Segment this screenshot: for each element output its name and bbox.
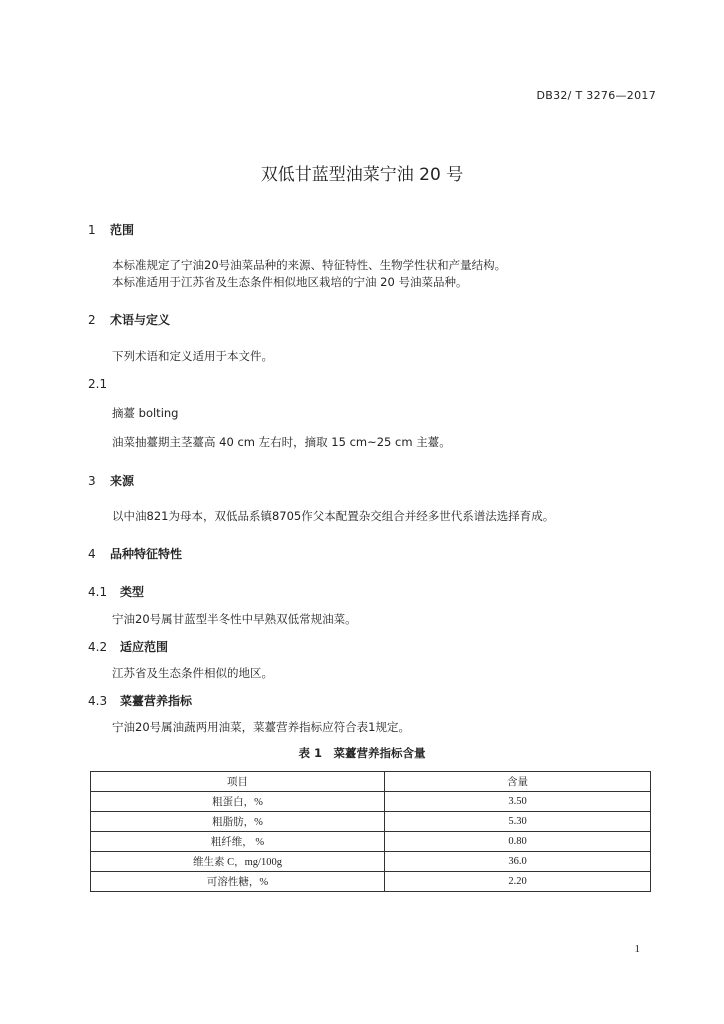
section-3-heading xyxy=(88,472,134,489)
table-header-row xyxy=(91,772,651,792)
cell-value: 0.80 xyxy=(385,832,651,852)
table-row xyxy=(91,812,651,832)
paragraph: 江苏省及生态条件相似的地区。 xyxy=(112,666,273,680)
cell-value: 3.50 xyxy=(385,792,651,812)
paragraph: 宁油20号属油蔬两用油菜，菜薹营养指标应符合表1规定。 xyxy=(112,720,410,734)
paragraph: 本标准规定了宁油20号油菜品种的来源、特征特性、生物学性状和产量结构。 xyxy=(112,258,507,272)
table-row xyxy=(91,852,651,872)
nutrition-table xyxy=(90,771,651,892)
page-number: 1 xyxy=(634,943,640,955)
cell-item: 可溶性糖，% xyxy=(91,872,385,892)
paragraph: 本标准适用于江苏省及生态条件相似地区栽培的宁油 20 号油菜品种。 xyxy=(112,275,468,289)
section-1-heading xyxy=(88,221,134,238)
document-number: DB32/ T 3276—2017 xyxy=(536,89,656,102)
cell-item: 粗纤维， % xyxy=(91,832,385,852)
section-2-heading xyxy=(88,311,170,328)
section-number: 2 xyxy=(88,313,96,327)
section-title: 来源 xyxy=(110,474,135,488)
section-4-2-heading xyxy=(88,638,168,655)
table-row xyxy=(91,872,651,892)
section-number: 1 xyxy=(88,223,96,237)
section-4-heading xyxy=(88,545,182,562)
paragraph: 下列术语和定义适用于本文件。 xyxy=(112,349,273,363)
section-4-1-heading xyxy=(88,583,144,600)
section-title: 类型 xyxy=(120,585,145,599)
section-number: 4 xyxy=(88,547,96,561)
paragraph: 宁油20号属甘蓝型半冬性中早熟双低常规油菜。 xyxy=(112,612,357,626)
section-number: 4.2 xyxy=(88,640,108,654)
cell-value: 2.20 xyxy=(385,872,651,892)
section-title: 范围 xyxy=(110,223,135,237)
section-title: 适应范围 xyxy=(120,640,169,654)
paragraph: 以中油821为母本，双低品系镇8705作父本配置杂交组合并经多世代系谱法选择育成。 xyxy=(112,509,555,523)
section-title: 品种特征特性 xyxy=(110,547,183,561)
section-number: 4.3 xyxy=(88,694,108,708)
cell-value: 5.30 xyxy=(385,812,651,832)
table-row xyxy=(91,792,651,812)
section-number: 3 xyxy=(88,474,96,488)
table-caption: 表 1 菜薹营养指标含量 xyxy=(298,746,426,760)
paragraph: 油菜抽薹期主茎薹高 40 cm 左右时，摘取 15 cm~25 cm 主薹。 xyxy=(112,435,451,449)
section-2-1-number: 2.1 xyxy=(88,377,108,391)
header-content: 含量 xyxy=(385,772,651,792)
document-title: 双低甘蓝型油菜宁油 20 号 xyxy=(260,165,464,185)
cell-item: 粗蛋白，% xyxy=(91,792,385,812)
table-row xyxy=(91,832,651,852)
cell-item: 维生素 C，mg/100g xyxy=(91,852,385,872)
section-title: 术语与定义 xyxy=(110,313,171,327)
term-entry: 摘薹 bolting xyxy=(112,406,179,420)
cell-value: 36.0 xyxy=(385,852,651,872)
header-item: 项目 xyxy=(91,772,385,792)
section-number: 4.1 xyxy=(88,585,108,599)
cell-item: 粗脂肪，% xyxy=(91,812,385,832)
section-4-3-heading xyxy=(88,692,192,709)
section-title: 菜薹营养指标 xyxy=(120,694,193,708)
